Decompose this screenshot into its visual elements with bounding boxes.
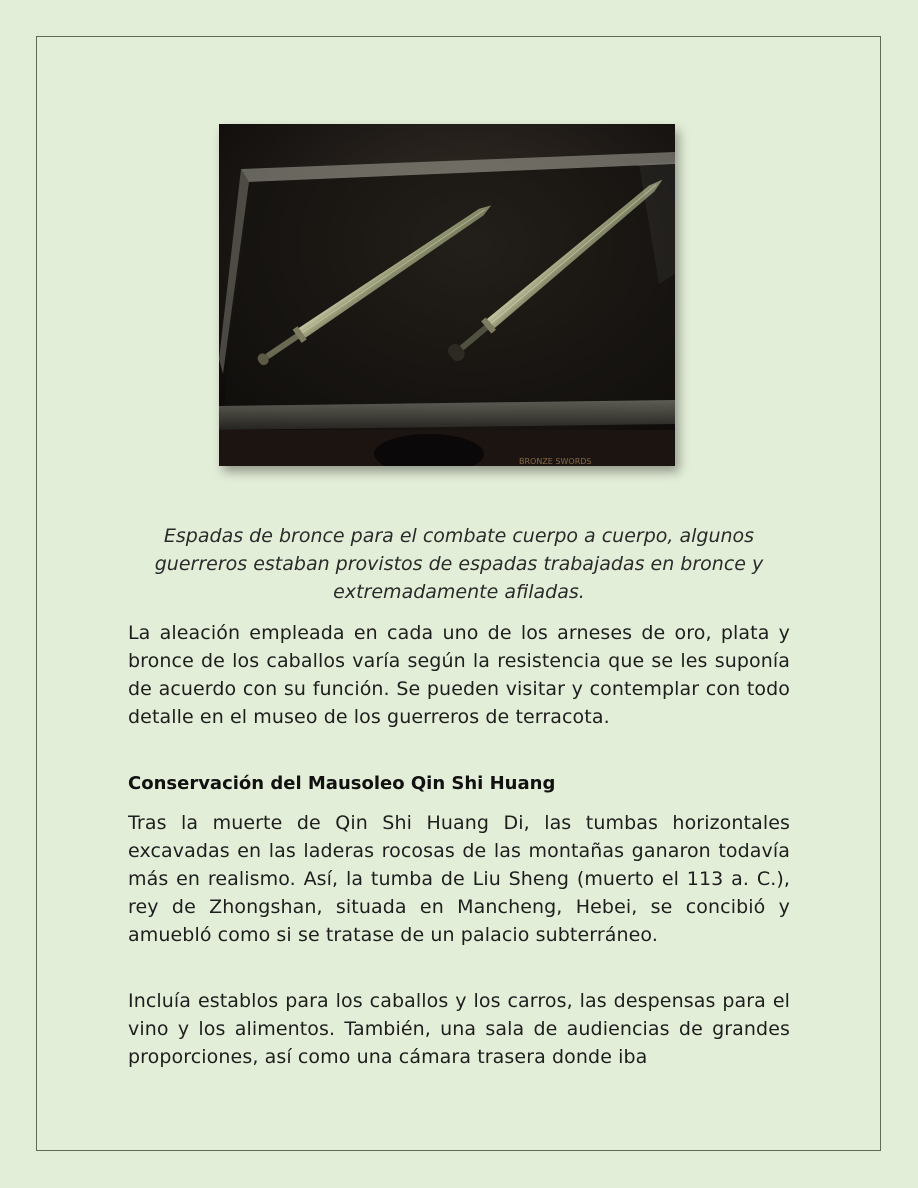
paragraph-harness-alloy: La aleación empleada en cada uno de los arneses de oro, plata y bronce de los caballos varía según la resistencia que se les suponía de acuerdo con su función. Se pueden visitar y contemplar con todo detalle en el museo de los guerreros de terracota. [128, 622, 790, 728]
figure-caption: Espadas de bronce para el combate cuerpo a cuerpo, algunos guerreros estaban provistos de espadas trabajadas en bronce y extremadamente afiladas. [154, 525, 764, 603]
case-label-text: BRONZE SWORDS [519, 457, 592, 466]
paragraph-tombs: Tras la muerte de Qin Shi Huang Di, las tumbas horizontales excavadas en las laderas rocosas de las montañas ganaron todavía más en realismo. Así, la tumba de Liu Sheng (muerto el 113 a. C.), rey de Zhongshan, situada en Mancheng, Hebei, se concibió y amuebló como si se tratase de un palacio subterráneo. [128, 812, 790, 946]
section-heading: Conservación del Mausoleo Qin Shi Huang [128, 773, 556, 794]
bronze-swords-photo [219, 124, 675, 466]
paragraph-stables: Incluía establos para los caballos y los carros, las despensas para el vino y los alimentos. También, una sala de audiencias de grandes proporciones, así como una cámara trasera donde iba [128, 990, 790, 1068]
